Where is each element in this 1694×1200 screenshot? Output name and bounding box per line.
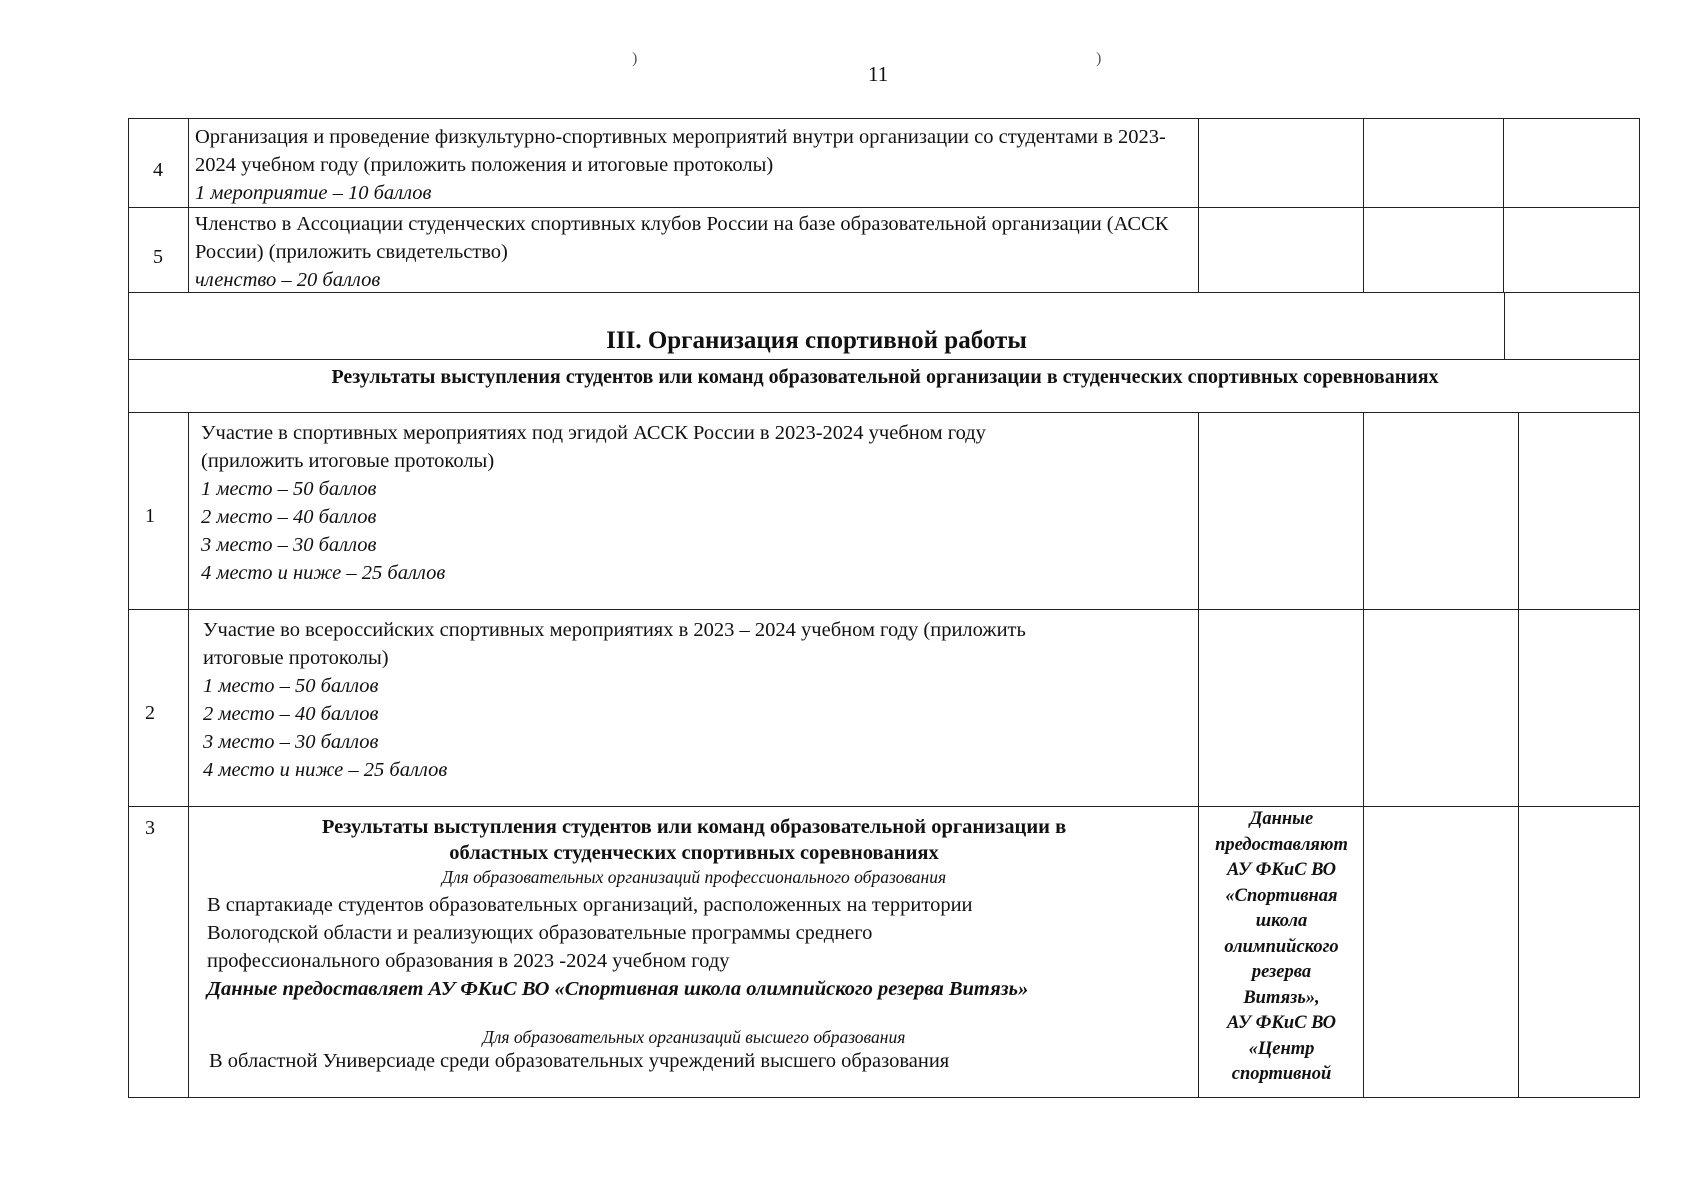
table-row (128, 208, 1640, 293)
section-header-row (128, 293, 1640, 360)
row-number: 3 (145, 817, 155, 839)
row-description: Членство в Ассоциации студенческих спортивных клубов России на базе образовательной организации (АССК России) (приложить свидетельство) (195, 213, 1169, 263)
data-provider-note: Данные предоставляют АУ ФКиС ВО «Спортивная школа олимпийского резерва Витязь», АУ ФКиС ВО «Центр спортивной (1215, 809, 1348, 1084)
row-score: 3 место – 30 баллов (201, 534, 377, 556)
row-description: профессионального образования в 2023 -2024 учебном году (207, 950, 730, 972)
section-title: III. Организация спортивной работы (606, 327, 1027, 354)
row-score: 4 место и ниже – 25 баллов (201, 562, 446, 584)
row-score: членство – 20 баллов (195, 269, 381, 291)
table-row (128, 413, 1640, 610)
scan-mark: ) (1096, 50, 1102, 67)
category-note: Для образовательных организаций высшего образования (482, 1027, 906, 1047)
section-subtitle-row (128, 360, 1640, 413)
row-score: 3 место – 30 баллов (203, 731, 379, 753)
row-number: 1 (145, 505, 155, 527)
row-description: Вологодской области и реализующих образовательные программы среднего (207, 922, 873, 944)
evaluation-table (128, 118, 1640, 1098)
row-description: Участие во всероссийских спортивных мероприятиях в 2023 – 2024 учебном году (приложить (203, 619, 1026, 641)
row-description: В спартакиаде студентов образовательных организаций, расположенных на территории (207, 894, 973, 916)
row-score: 2 место – 40 баллов (201, 506, 377, 528)
row-score: 2 место – 40 баллов (203, 703, 379, 725)
scan-mark: ) (632, 50, 638, 67)
row-description: итоговые протоколы) (203, 647, 389, 669)
category-note: Для образовательных организаций профессионального образования (441, 867, 947, 887)
row-number: 2 (145, 702, 155, 724)
row-score: 1 место – 50 баллов (201, 478, 377, 500)
data-source: Данные предоставляет АУ ФКиС ВО «Спортивная школа олимпийского резерва Витязь» (207, 978, 1029, 1000)
row-number: 4 (153, 159, 163, 181)
row-description: (приложить итоговые протоколы) (201, 450, 495, 472)
table-row (128, 807, 1640, 1098)
table-row (128, 610, 1640, 807)
row-heading: областных студенческих спортивных соревнованиях (449, 842, 939, 864)
row-score: 4 место и ниже – 25 баллов (203, 759, 448, 781)
row-description: Организация и проведение физкультурно-спортивных мероприятий внутри организации со студентами в 2023-2024 учебном году (приложить положения и итоговые протоколы) (195, 126, 1166, 176)
table-row (128, 118, 1640, 208)
row-number: 5 (153, 246, 163, 268)
row-description: В областной Универсиаде среди образовательных учреждений высшего образования (209, 1050, 950, 1072)
row-score: 1 мероприятие – 10 баллов (195, 182, 432, 204)
section-subtitle: Результаты выступления студентов или команд образовательной организации в студенческих спортивных соревнованиях (331, 366, 1439, 388)
row-description: Участие в спортивных мероприятиях под эгидой АССК России в 2023-2024 учебном году (201, 422, 986, 444)
row-heading: Результаты выступления студентов или команд образовательной организации в (321, 816, 1067, 838)
page-number: 11 (868, 62, 889, 86)
row-score: 1 место – 50 баллов (203, 675, 379, 697)
